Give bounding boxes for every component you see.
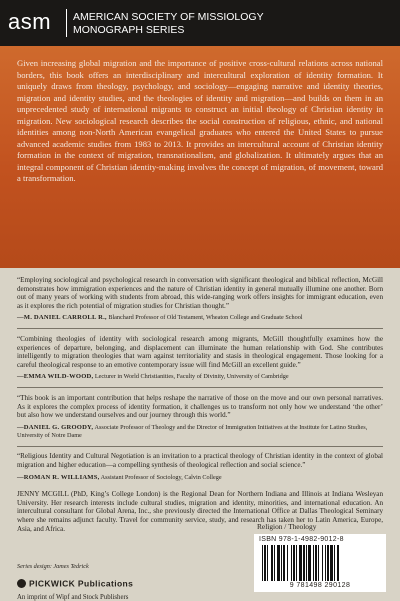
endorsement-quote: “Religious Identity and Cultural Negotiation is an invitation to a practical theology of Christian identity in the context of global migration and higher education—a compelling synthesis of theological reflection and social science.” — [17, 452, 383, 469]
endorser-role: Assistant Professor of Sociology, Calvin College — [100, 473, 222, 481]
endorser-name: —EMMA WILD-WOOD, — [17, 373, 94, 381]
asm-logo: asm — [8, 9, 52, 34]
publisher-imprint: An imprint of Wipf and Stock Publishers — [17, 594, 129, 601]
divider — [17, 446, 383, 447]
endorsement — [17, 452, 383, 481]
endorsement-attribution — [17, 474, 383, 482]
barcode-bars — [262, 545, 378, 581]
endorsement-attribution — [17, 373, 383, 381]
barcode-digits: 9 781498 290128 — [289, 582, 351, 589]
divider — [17, 328, 383, 329]
endorser-role: Associate Professor of Theology and the Director of Immigration Initiatives at the Institute for Latino Studies, University of Notre Dame — [17, 423, 368, 439]
isbn-label: ISBN 978-1-4982-9012-8 — [259, 536, 344, 543]
publisher-logo-icon — [17, 579, 26, 588]
endorsement-attribution — [17, 314, 383, 322]
publisher-block — [17, 574, 133, 601]
series-design-credit: Series design: James Tedrick — [17, 563, 89, 570]
endorser-role: Lecturer in World Christianities, Faculty of Divinity, University of Cambridge — [94, 373, 289, 381]
endorsement-quote: “Combining theologies of identity with sociological research among migrants, McGill thoughtfully examines how the experiences of departure, belonging, and displacement can illuminate the human relationship with God. She contributes intelligently to migration theologies that warn against territoriality and stasis in theological engagement. Those looking for a careful theological response to an emotive contemporary issue will find McGill an excellent guide.” — [17, 334, 383, 369]
endorsement — [17, 276, 383, 322]
endorsement-attribution — [17, 424, 383, 440]
book-description: Given increasing global migration and the importance of positive cross-cultural relations across national borders, this book offers an interdisciplinary and intercultural exploration of identity formation. It uniquely draws from theology, psychology, and sociology—engaging narrative and identity theories, migration and identity studies, and the theologies of identity and migration—and builds on them in an unprecedented study of international migrants to construct an initial theology of Christian identity in migration. New sociological research describes the social construction of religious, ethnic, and national identities among non-North American evangelical graduates who entered the United States to pursue advanced academic studies from 1983 to 2013. It provides an intercultural account of Christian identity formation in the context of migration, transnationalism, and globalization. It ultimately argues that an integral component of Christian identity-making involves the concept of migration, of movement, toward a transformation. — [17, 58, 383, 183]
endorsement — [17, 394, 383, 440]
series-line-2: MONOGRAPH SERIES — [73, 24, 185, 36]
endorser-name: —ROMAN R. WILLIAMS, — [17, 473, 100, 481]
endorsement-quote: “Employing sociological and psychological research in conversation with significant theological and biblical reflection, McGill demonstrates how immigration experiences and the nature of Christian identity in general mutually illumine one another. Born out of many years of working with students from abroad, this wide-ranging work offers insights for immigrant education, even as it explores the rich potential of migration studies for Christian thought.” — [17, 276, 383, 310]
endorser-name: —DANIEL G. GROODY, — [17, 423, 94, 431]
endorser-role: Blanchard Professor of Old Testament, Wheaton College and Graduate School — [108, 314, 303, 322]
series-title — [73, 11, 264, 37]
logo-divider — [66, 9, 67, 37]
publisher-name: PICKWICK Publications — [29, 578, 134, 589]
category-label: Religion / Theology — [257, 522, 317, 531]
endorsements — [17, 276, 383, 488]
isbn-barcode — [254, 534, 386, 592]
divider — [17, 387, 383, 388]
endorser-name: —M. DANIEL CARROLL R., — [17, 314, 107, 322]
endorsement-quote: “This book is an important contribution that helps reshape the narrative of those on the move and our own personal narratives. As it explores the complex process of identity formation, it challenges us to transform not only how we understand ‘the other’ but also how we understand ourselves and our journey through this world.” — [17, 393, 383, 420]
author-bio: JENNY MCGILL (PhD, King’s College London) is the Regional Dean for Northern Indiana and Illinois at Indiana Wesleyan University. Her research interests include cultural studies, migration and identity, minorities, and international education. An intercultural consultant for Global Arena, Inc., she previously directed the International Office at Dallas Theological Seminary where she remains adjunct faculty. Travel for community service, study, and research has taken her to Latin America, Europe, Asia, and Africa. — [17, 490, 383, 533]
series-line-1: AMERICAN SOCIETY OF MISSIOLOGY — [73, 11, 264, 23]
endorsement — [17, 335, 383, 381]
series-header-bar — [0, 0, 400, 46]
